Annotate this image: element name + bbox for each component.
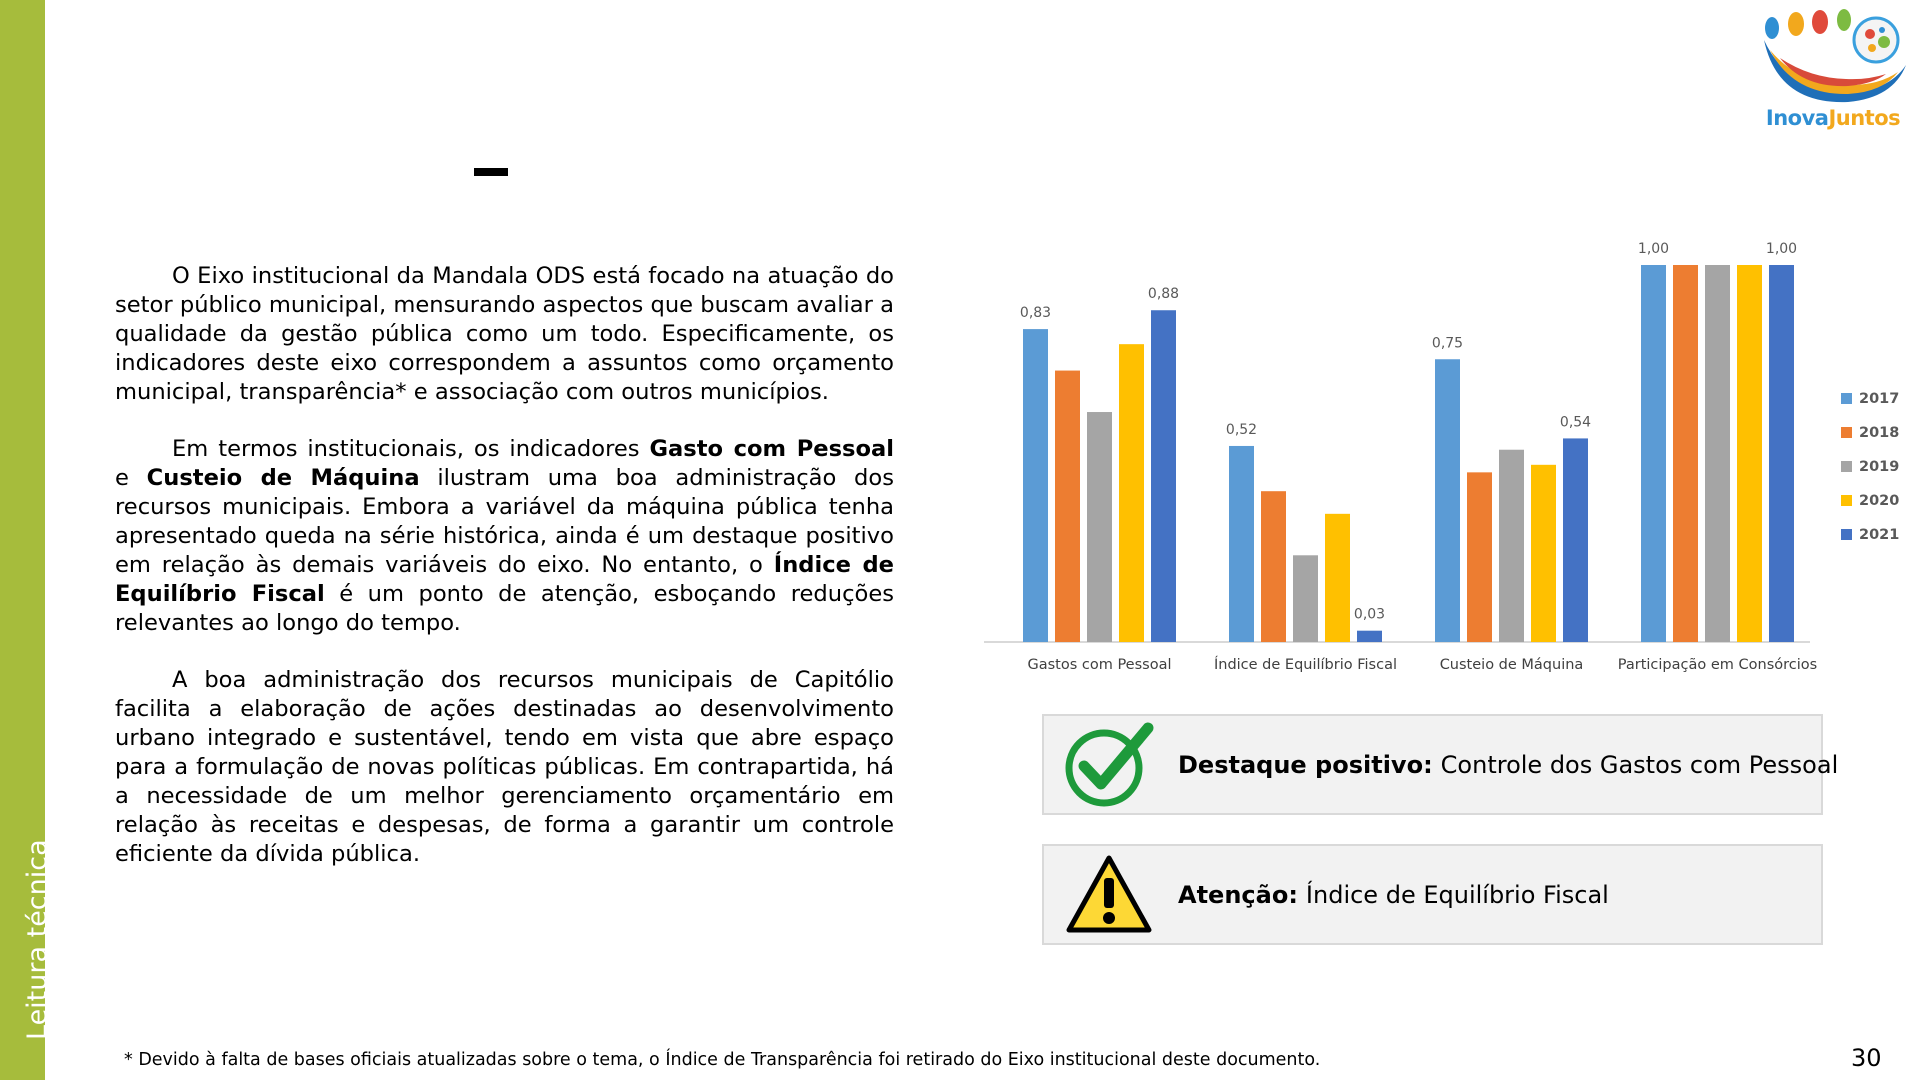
- data-label: 0,88: [1147, 286, 1180, 303]
- bar-2020-1: [1119, 344, 1144, 642]
- data-label: 0,03: [1353, 606, 1386, 623]
- data-label: 1,00: [1637, 241, 1670, 257]
- positive-highlight-text: Destaque positivo: Controle dos Gastos com Pessoal: [1178, 750, 1839, 779]
- bar-2021-4: [1769, 265, 1794, 642]
- attention-text: Atenção: Índice de Equilíbrio Fiscal: [1178, 880, 1609, 909]
- data-label: 0,75: [1431, 335, 1464, 352]
- bar-2018-3: [1467, 472, 1492, 642]
- sidebar-label: Leitura técnica: [22, 839, 53, 1040]
- legend-label-2019: 2019: [1859, 459, 1900, 475]
- bar-2019-2: [1293, 555, 1318, 642]
- logo-graphic-icon: [1758, 10, 1908, 110]
- attention-box: [1042, 844, 1823, 945]
- category-label: Gastos com Pessoal: [1027, 657, 1172, 673]
- checkmark-icon: [1064, 722, 1154, 808]
- legend-swatch-2018: [1841, 427, 1852, 438]
- bar-2019-4: [1705, 265, 1730, 642]
- bar-2017-3: [1435, 359, 1460, 642]
- legend-swatch-2017: [1841, 393, 1852, 404]
- legend-swatch-2019: [1841, 461, 1852, 472]
- legend-label-2017: 2017: [1859, 391, 1900, 407]
- category-label: Custeio de Máquina: [1439, 657, 1584, 673]
- bar-2019-1: [1087, 412, 1112, 642]
- side-bar: [0, 0, 53, 1080]
- page-number: 30: [1851, 1044, 1882, 1072]
- data-label: 0,54: [1559, 414, 1592, 431]
- body-text: [115, 262, 894, 897]
- bar-2021-1: [1151, 310, 1176, 642]
- data-label: 0,52: [1225, 421, 1258, 438]
- chart-svg: [975, 240, 1900, 680]
- logo-text: InovaJuntos: [1765, 106, 1901, 130]
- data-label: 1,00: [1765, 241, 1798, 257]
- paragraph-1: O Eixo institucional da Mandala ODS está focado na atuação do setor público municipal, mensurando aspectos que buscam avaliar a qualidade da gestão pública como um todo. Especificamente, os indicadores deste eixo correspondem a assuntos como orçamento municipal, transparência* e associação com outros municípios.: [115, 263, 894, 405]
- bar-2018-1: [1055, 371, 1080, 642]
- legend-swatch-2020: [1841, 495, 1852, 506]
- bar-2017-4: [1641, 265, 1666, 642]
- inovajuntos-logo: [1758, 10, 1908, 135]
- paragraph-3: A boa administração dos recursos municipais de Capitólio facilita a elaboração de ações destinadas ao desenvolvimento urbano integrado e sustentável, tendo em vista que abre espaço para a formulação de novas políticas públicas. Em contrapartida, há a necessidade de um melhor gerenciamento orçamentário em relação às receitas e despesas, de forma a garantir um controle eficiente da dívida pública.: [115, 667, 894, 867]
- bar-2017-2: [1229, 446, 1254, 642]
- bar-2019-3: [1499, 450, 1524, 642]
- bar-2017-1: [1023, 329, 1048, 642]
- data-label: 0,83: [1019, 305, 1052, 322]
- footnote: * Devido à falta de bases oficiais atualizadas sobre o tema, o Índice de Transparência foi retirado do Eixo institucional deste documento.: [124, 1050, 1321, 1070]
- legend-label-2020: 2020: [1859, 493, 1900, 509]
- legend-label-2021: 2021: [1859, 527, 1900, 543]
- warning-icon: [1064, 852, 1154, 938]
- paragraph-2: Em termos institucionais, os indicadores Gasto com Pessoal e Custeio de Máquina ilustram uma boa administração dos recursos municipais. Embora a variável da máquina pública tenha apresentado queda na série histórica, ainda é um destaque positivo em relação às demais variáveis do eixo. No entanto, o Índice de Equilíbrio Fiscal é um ponto de atenção, esboçando reduções relevantes ao longo do tempo.: [115, 436, 894, 636]
- bar-2021-2: [1357, 631, 1382, 642]
- bar-2020-3: [1531, 465, 1556, 642]
- positive-highlight-box: [1042, 714, 1839, 815]
- legend-swatch-2021: [1841, 529, 1852, 540]
- legend-label-2018: 2018: [1859, 425, 1900, 441]
- bar-2021-3: [1563, 438, 1588, 642]
- bar-2020-2: [1325, 514, 1350, 642]
- bar-2020-4: [1737, 265, 1762, 642]
- title-dash: [474, 168, 508, 176]
- category-label: Índice de Equilíbrio Fiscal: [1213, 657, 1398, 673]
- bar-2018-2: [1261, 491, 1286, 642]
- bar-2018-4: [1673, 265, 1698, 642]
- bar-chart: [975, 240, 1900, 684]
- category-label: Participação em Consórcios: [1617, 657, 1818, 673]
